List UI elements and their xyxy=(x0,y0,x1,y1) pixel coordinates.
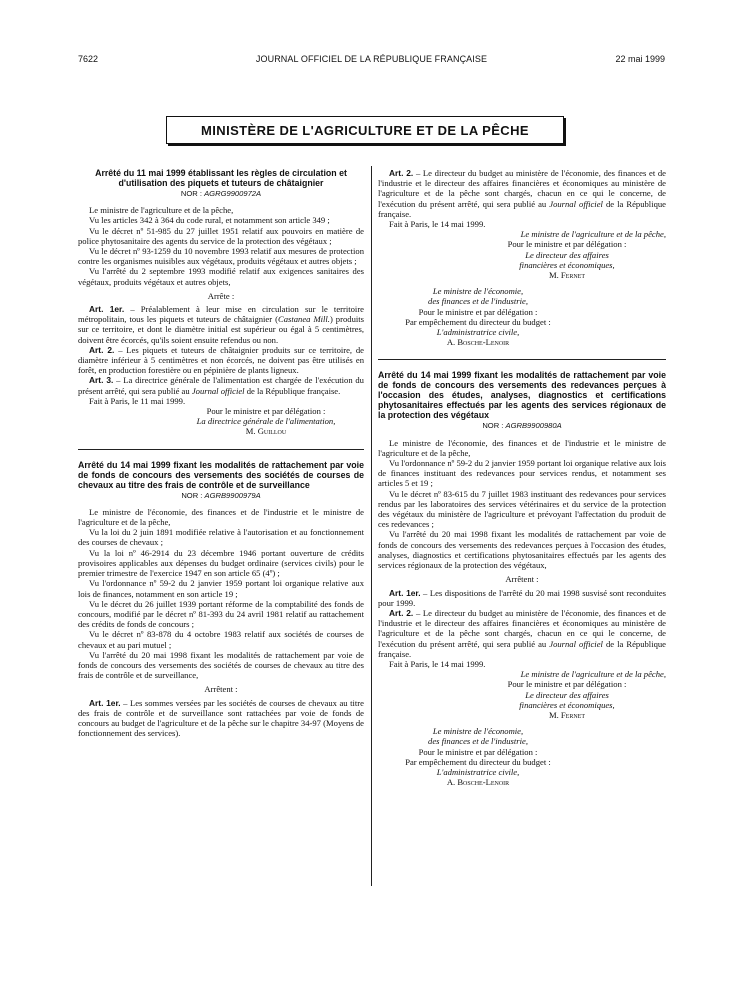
article-2: Art. 2. – Le directeur du budget au ministère de l'économie, des finances et de l'industrie et le directeur des affaires financières et économiques au ministère de l'agriculture et de la pêche sont chargés, chacun en ce qui le concerne, de l'exécution du présent arrêté, qui sera publié au Journal officiel de la République française. xyxy=(378,607,666,659)
signature-block-agriculture: Le ministre de l'agriculture et de la pêche, Pour le ministre et par délégation : Le directeur des affaires financières et économiques, M. Fernet xyxy=(378,669,666,720)
paragraph: Vu la loi du 2 juin 1891 modifiée relative à l'autorisation et au fonctionnement des courses de chevaux ; xyxy=(78,527,364,548)
signatory-name: A. Bosche-Lenoir xyxy=(446,777,510,788)
signature-block-agriculture: Le ministre de l'agriculture et de la pêche, Pour le ministre et par délégation : Le directeur des affaires financières et économiques, M. Fernet xyxy=(378,229,666,280)
paragraph: Vu le décret nº 83-878 du 4 octobre 1983 relatif aux sociétés de courses de chevaux et au pari mutuel ; xyxy=(78,629,364,650)
paragraph: Vu le décret nº 83-615 du 7 juillet 1983 instituant des redevances pour services rendus par les laboratoires des services vétérinaires et du service de la protection des végétaux du ministère de l'agriculture et prévoyant l'affectation du produit de ces redevances ; xyxy=(378,488,666,530)
paragraph: Le ministre de l'économie, des finances et de l'industrie et le ministre de l'agriculture et de la pêche, xyxy=(378,437,666,458)
article-2: Art. 2. – Les piquets et tuteurs de châtaignier produits sur ce territoire, de diamètre inférieur à 5 centimètres et non écorcés, ne doivent pas être utilisés en forêt, en production forestière ou en pépinière de plants ligneux. xyxy=(78,344,364,376)
signatory-name: M. Fernet xyxy=(548,270,586,281)
nor-reference: NOR : AGRG9900972A xyxy=(180,189,262,198)
signing-place-date: Fait à Paris, le 11 mai 1999. xyxy=(89,395,186,406)
paragraph: Vu le décret nº 93-1259 du 10 novembre 1993 relatif aux mesures de protection contre les organismes nuisibles aux végétaux, produits végétaux et autres objets ; xyxy=(78,246,364,267)
page-header xyxy=(78,54,665,68)
page-number: 7622 xyxy=(78,54,99,64)
nor-reference: NOR : AGRB9900980A xyxy=(482,421,562,431)
signature-block-economy: Le ministre de l'économie, des finances et de l'industrie, Pour le ministre et par délégation : Par empêchement du directeur du budget : L'administratrice civile, A. Bosche-Lenoir xyxy=(378,726,578,787)
signatory-name: M. Fernet xyxy=(548,709,586,720)
signatory-name: A. Bosche-Lenoir xyxy=(446,337,510,348)
paragraph: Vu les articles 342 à 364 du code rural, et notamment son article 349 ; xyxy=(89,215,330,226)
paragraph: Le ministre de l'agriculture et de la pêche, xyxy=(89,205,234,216)
signing-place-date: Fait à Paris, le 14 mai 1999. xyxy=(389,219,486,230)
article-1: Art. 1er. – Les sommes versées par les sociétés de courses de chevaux au titre des frais de contrôle et de surveillance sont rattachées par voie de fonds de concours au budget de l'agriculture et de la pêche sur le chapitre 34-97 (Moyens de fonctionnement des services). xyxy=(78,697,364,739)
decree-title: Arrêté du 14 mai 1999 fixant les modalités de rattachement par voie de fonds de concours des versements des redevances perçues à l'occasion des études, analyses, diagnostics et certifications phytosanitaires effectués par les agents des services régionaux de la protection des végétaux xyxy=(378,370,666,421)
nor-reference: NOR : AGRB9900979A xyxy=(181,490,261,500)
paragraph: Vu l'arrêté du 20 mai 1998 fixant les modalités de rattachement par voie de fonds de concours des versements des sociétés de courses de chevaux au titre des frais de contrôle et de surveillance, xyxy=(78,649,364,681)
paragraph: Vu l'arrêté du 20 mai 1998 fixant les modalités de rattachement par voie de fonds de concours des versements des redevances perçues à l'occasion des études, analyses, diagnostics et certifications phytosanitaires effectués par les agents des services régionaux de la protection des végétaux, xyxy=(378,529,666,571)
column-divider xyxy=(371,166,372,886)
article-1: Art. 1er. – Préalablement à leur mise en circulation sur le territoire métropolitain, tous les piquets et tuteurs de châtaignier (Castanea Mill.) produits sur ce territoire, et dont le diamètre initial est supérieur ou égal à 5 centimètres, doivent être écorcés, qu'ils soient ensuite refendus ou non. xyxy=(78,304,364,345)
paragraph: Vu la loi nº 46-2914 du 23 décembre 1946 portant ouverture de crédits provisoires applicables aux dépenses du budget ordinaire (services civils) pour le premier trimestre de l'exercice 1947 en son article 65 (4º) ; xyxy=(78,547,364,579)
paragraph: Vu le décret nº 51-985 du 27 juillet 1951 relatif aux pouvoirs en matière de police phytosanitaire des agents du service de la protection des végétaux ; xyxy=(78,225,364,246)
signatory-name: M. Guillou xyxy=(245,426,287,437)
paragraph: Vu l'arrêté du 2 septembre 1993 modifié relatif aux exigences sanitaires des végétaux, produits végétaux et autres objets, xyxy=(78,266,364,287)
issue-date: 22 mai 1999 xyxy=(615,54,665,64)
ministry-title: MINISTÈRE DE L'AGRICULTURE ET DE LA PÊCHE xyxy=(201,122,529,138)
decree-chestnut-stakes xyxy=(78,168,364,437)
arrete-heading: Arrêtent : xyxy=(505,574,539,585)
arrete-heading: Arrêtent : xyxy=(204,684,238,695)
arrete-heading: Arrête : xyxy=(207,290,235,301)
section-separator xyxy=(378,359,666,360)
decree-phytosanitary-fees xyxy=(378,370,666,787)
right-column xyxy=(378,168,666,787)
decree-horse-racing-continued xyxy=(378,168,666,347)
ministry-banner xyxy=(166,116,564,144)
paragraph: Vu le décret du 26 juillet 1939 portant réforme de la comptabilité des fonds de concours, modifié par le décret nº 81-393 du 24 avril 1981 relatif au rattachement des crédits de fonds de concours ; xyxy=(78,598,364,630)
decree-title: Arrêté du 14 mai 1999 fixant les modalités de rattachement par voie de fonds de concours des versements des sociétés de courses de chevaux au titre des frais de contrôle et de surveillance xyxy=(78,459,364,490)
paragraph: Vu l'ordonnance nº 59-2 du 2 janvier 1959 portant loi organique relative aux lois de finances, notamment en son article 19 ; xyxy=(78,578,364,599)
journal-title: JOURNAL OFFICIEL DE LA RÉPUBLIQUE FRANÇAISE xyxy=(255,54,488,64)
left-column xyxy=(78,168,364,738)
signature-block: Pour le ministre et par délégation : La directrice générale de l'alimentation, M. Guillou xyxy=(78,406,364,437)
paragraph: Le ministre de l'économie, des finances et de l'industrie et le ministre de l'agriculture et de la pêche, xyxy=(78,506,364,528)
article-3: Art. 3. – La directrice générale de l'alimentation est chargée de l'exécution du présent arrêté, qui sera publié au Journal officiel de la République française. xyxy=(78,375,364,396)
article-2: Art. 2. – Le directeur du budget au ministère de l'économie, des finances et de l'industrie et le directeur des affaires financières et économiques au ministère de l'agriculture et de la pêche sont chargés, chacun en ce qui le concerne, de l'exécution du présent arrêté, qui sera publié au Journal officiel de la République française. xyxy=(378,168,666,219)
paragraph: Vu l'ordonnance nº 59-2 du 2 janvier 1959 portant loi organique relative aux lois de finances instituant des redevances pour services rendus, et notamment ses articles 5 et 19 ; xyxy=(378,458,666,489)
signing-place-date: Fait à Paris, le 14 mai 1999. xyxy=(389,658,486,669)
decree-horse-racing xyxy=(78,460,364,739)
section-separator xyxy=(78,449,364,450)
signature-block-economy: Le ministre de l'économie, des finances et de l'industrie, Pour le ministre et par délégation : Par empêchement du directeur du budget : L'administratrice civile, A. Bosche-Lenoir xyxy=(378,286,578,347)
article-1: Art. 1er. – Les dispositions de l'arrêté du 20 mai 1998 susvisé sont reconduites pour 1999. xyxy=(378,587,666,608)
decree-title: Arrêté du 11 mai 1999 établissant les règles de circulation et d'utilisation des piquets et tuteurs de châtaignier xyxy=(95,168,347,188)
